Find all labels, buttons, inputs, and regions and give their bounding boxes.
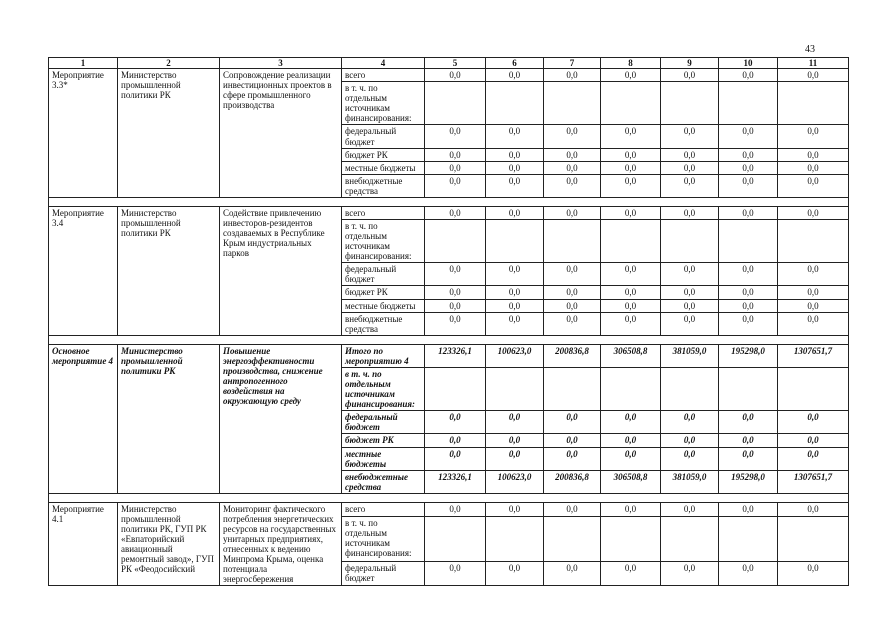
amount-cell: 0,0: [661, 502, 719, 516]
amount-cell: 0,0: [778, 125, 849, 148]
event-description: Мониторинг фактического потребления энергетических ресурсов на государственных унитарных предприятиях, отнесенных к ведению Минпрома Крыма, оценка потенциала энергосбережения: [220, 502, 342, 586]
amount-cell: [601, 82, 661, 125]
amount-cell: 0,0: [601, 206, 661, 219]
table-row: [49, 344, 849, 367]
amount-cell: 0,0: [425, 125, 486, 148]
amount-cell: 0,0: [719, 299, 778, 312]
column-number-row: [49, 58, 849, 69]
amount-cell: 0,0: [544, 411, 601, 434]
column-number-4: 4: [342, 58, 425, 69]
event-description: Содействие привлечению инвесторов-резидентов создаваемых в Республике Крым индустриальных парков: [220, 206, 342, 335]
amount-cell: 0,0: [601, 174, 661, 197]
funding-source: внебюджетные средства: [342, 312, 425, 335]
amount-cell: [778, 516, 849, 562]
column-number-10: 10: [719, 58, 778, 69]
amount-cell: 0,0: [601, 434, 661, 447]
amount-cell: 0,0: [601, 286, 661, 299]
funding-source: внебюджетные средства: [342, 470, 425, 493]
funding-source: в т. ч. по отдельным источникам финансирования:: [342, 516, 425, 562]
amount-cell: 0,0: [778, 206, 849, 219]
amount-cell: [719, 220, 778, 263]
funding-source: местные бюджеты: [342, 299, 425, 312]
column-number-9: 9: [661, 58, 719, 69]
funding-source: всего: [342, 206, 425, 219]
table-row: [49, 69, 849, 82]
amount-cell: 0,0: [719, 161, 778, 174]
amount-cell: [544, 220, 601, 263]
amount-cell: 123326,1: [425, 344, 486, 367]
page-number: 43: [805, 44, 815, 55]
amount-cell: 0,0: [661, 161, 719, 174]
amount-cell: [778, 82, 849, 125]
amount-cell: 0,0: [425, 174, 486, 197]
amount-cell: 0,0: [661, 69, 719, 82]
amount-cell: 0,0: [601, 299, 661, 312]
amount-cell: 0,0: [778, 161, 849, 174]
amount-cell: 0,0: [719, 411, 778, 434]
amount-cell: 0,0: [425, 411, 486, 434]
funding-source: в т. ч. по отдельным источникам финансирования:: [342, 367, 425, 410]
amount-cell: 0,0: [778, 562, 849, 586]
amount-cell: 0,0: [486, 447, 544, 470]
amount-cell: 0,0: [486, 286, 544, 299]
amount-cell: 0,0: [661, 434, 719, 447]
amount-cell: 0,0: [486, 148, 544, 161]
event-name: Основное мероприятие 4: [49, 344, 118, 493]
funding-source: бюджет РК: [342, 434, 425, 447]
amount-cell: 0,0: [661, 299, 719, 312]
amount-cell: 0,0: [661, 411, 719, 434]
amount-cell: 0,0: [719, 174, 778, 197]
amount-cell: 0,0: [544, 69, 601, 82]
column-number-1: 1: [49, 58, 118, 69]
funding-source: федеральный бюджет: [342, 263, 425, 286]
amount-cell: 0,0: [778, 502, 849, 516]
amount-cell: 0,0: [719, 562, 778, 586]
amount-cell: 0,0: [719, 263, 778, 286]
amount-cell: 0,0: [719, 206, 778, 219]
amount-cell: [778, 367, 849, 410]
executor-name: Министерство промышленной политики РК, ГУП РК «Евпаторийский авиационный ремонтный завод», ГУП РК «Феодосийский: [118, 502, 220, 586]
amount-cell: 0,0: [601, 125, 661, 148]
amount-cell: [661, 367, 719, 410]
amount-cell: 0,0: [486, 299, 544, 312]
amount-cell: 0,0: [719, 125, 778, 148]
funding-source: федеральный бюджет: [342, 125, 425, 148]
amount-cell: 0,0: [601, 148, 661, 161]
amount-cell: 0,0: [486, 434, 544, 447]
amount-cell: 0,0: [544, 502, 601, 516]
funding-source: местные бюджеты: [342, 161, 425, 174]
amount-cell: 0,0: [778, 434, 849, 447]
funding-source: федеральный бюджет: [342, 562, 425, 586]
block-separator: [49, 493, 849, 502]
amount-cell: [486, 82, 544, 125]
funding-source: местные бюджеты: [342, 447, 425, 470]
block-separator: [49, 197, 849, 206]
event-name: Мероприятие 3.4: [49, 206, 118, 335]
amount-cell: 306508,8: [601, 470, 661, 493]
amount-cell: 0,0: [719, 69, 778, 82]
executor-name: Министерство промышленной политики РК: [118, 206, 220, 335]
amount-cell: 0,0: [486, 161, 544, 174]
amount-cell: [661, 516, 719, 562]
block-separator: [49, 335, 849, 344]
funding-source: федеральный бюджет: [342, 411, 425, 434]
amount-cell: 0,0: [486, 174, 544, 197]
amount-cell: 381059,0: [661, 470, 719, 493]
funding-source: в т. ч. по отдельным источникам финансирования:: [342, 82, 425, 125]
amount-cell: 0,0: [544, 148, 601, 161]
amount-cell: [778, 220, 849, 263]
amount-cell: [601, 516, 661, 562]
amount-cell: 0,0: [661, 125, 719, 148]
amount-cell: 0,0: [486, 502, 544, 516]
amount-cell: [544, 516, 601, 562]
amount-cell: 0,0: [601, 502, 661, 516]
amount-cell: [486, 367, 544, 410]
funding-source: внебюджетные средства: [342, 174, 425, 197]
amount-cell: 0,0: [778, 148, 849, 161]
column-number-7: 7: [544, 58, 601, 69]
amount-cell: 100623,0: [486, 470, 544, 493]
amount-cell: 381059,0: [661, 344, 719, 367]
amount-cell: 0,0: [425, 299, 486, 312]
funding-source: в т. ч. по отдельным источникам финансирования:: [342, 220, 425, 263]
amount-cell: 0,0: [661, 174, 719, 197]
amount-cell: 0,0: [778, 447, 849, 470]
amount-cell: 0,0: [544, 562, 601, 586]
amount-cell: 0,0: [661, 263, 719, 286]
amount-cell: 0,0: [719, 312, 778, 335]
amount-cell: 0,0: [486, 206, 544, 219]
event-description: Повышение энергоэффективности производства, снижение антропогенного воздействия на окружающую среду: [220, 344, 342, 493]
executor-name: Министерство промышленной политики РК: [118, 344, 220, 493]
amount-cell: 0,0: [544, 206, 601, 219]
amount-cell: 0,0: [544, 312, 601, 335]
amount-cell: 0,0: [661, 148, 719, 161]
amount-cell: 0,0: [486, 411, 544, 434]
amount-cell: 0,0: [425, 312, 486, 335]
amount-cell: 0,0: [601, 562, 661, 586]
amount-cell: [486, 516, 544, 562]
amount-cell: 0,0: [719, 286, 778, 299]
amount-cell: 0,0: [425, 69, 486, 82]
amount-cell: [544, 82, 601, 125]
amount-cell: [719, 367, 778, 410]
amount-cell: 0,0: [544, 161, 601, 174]
amount-cell: 0,0: [778, 312, 849, 335]
funding-table: [48, 57, 849, 586]
amount-cell: 0,0: [544, 125, 601, 148]
amount-cell: [425, 367, 486, 410]
amount-cell: 0,0: [601, 161, 661, 174]
amount-cell: 0,0: [425, 263, 486, 286]
amount-cell: 0,0: [661, 447, 719, 470]
column-number-11: 11: [778, 58, 849, 69]
amount-cell: 0,0: [486, 263, 544, 286]
column-number-8: 8: [601, 58, 661, 69]
amount-cell: [719, 82, 778, 125]
amount-cell: 0,0: [601, 411, 661, 434]
amount-cell: [601, 367, 661, 410]
amount-cell: [544, 367, 601, 410]
amount-cell: 0,0: [544, 286, 601, 299]
amount-cell: 195298,0: [719, 344, 778, 367]
amount-cell: 0,0: [778, 174, 849, 197]
funding-source: бюджет РК: [342, 286, 425, 299]
column-number-5: 5: [425, 58, 486, 69]
table-row: [49, 502, 849, 516]
amount-cell: 0,0: [661, 312, 719, 335]
amount-cell: 1307651,7: [778, 470, 849, 493]
amount-cell: 0,0: [778, 411, 849, 434]
amount-cell: 0,0: [719, 502, 778, 516]
executor-name: Министерство промышленной политики РК: [118, 69, 220, 198]
amount-cell: [425, 220, 486, 263]
amount-cell: 0,0: [544, 434, 601, 447]
amount-cell: 1307651,7: [778, 344, 849, 367]
column-number-3: 3: [220, 58, 342, 69]
amount-cell: 0,0: [719, 434, 778, 447]
funding-source: всего: [342, 502, 425, 516]
amount-cell: 123326,1: [425, 470, 486, 493]
amount-cell: 0,0: [425, 434, 486, 447]
amount-cell: 306508,8: [601, 344, 661, 367]
amount-cell: 0,0: [486, 125, 544, 148]
amount-cell: 0,0: [544, 447, 601, 470]
amount-cell: 0,0: [425, 206, 486, 219]
funding-source: всего: [342, 69, 425, 82]
table-row: [49, 206, 849, 219]
amount-cell: 0,0: [425, 148, 486, 161]
amount-cell: 200836,8: [544, 344, 601, 367]
amount-cell: [601, 220, 661, 263]
amount-cell: [425, 82, 486, 125]
amount-cell: 0,0: [544, 299, 601, 312]
column-number-2: 2: [118, 58, 220, 69]
amount-cell: 0,0: [719, 148, 778, 161]
funding-source: Итого по мероприятию 4: [342, 344, 425, 367]
amount-cell: 195298,0: [719, 470, 778, 493]
event-name: Мероприятие 3.3*: [49, 69, 118, 198]
amount-cell: 0,0: [425, 447, 486, 470]
amount-cell: [661, 82, 719, 125]
amount-cell: 0,0: [601, 69, 661, 82]
amount-cell: 0,0: [601, 312, 661, 335]
amount-cell: 0,0: [486, 69, 544, 82]
amount-cell: [486, 220, 544, 263]
column-number-6: 6: [486, 58, 544, 69]
amount-cell: 0,0: [778, 263, 849, 286]
amount-cell: 0,0: [601, 447, 661, 470]
amount-cell: 0,0: [486, 312, 544, 335]
amount-cell: 0,0: [425, 562, 486, 586]
amount-cell: [425, 516, 486, 562]
amount-cell: [661, 220, 719, 263]
amount-cell: 0,0: [425, 161, 486, 174]
amount-cell: 0,0: [778, 286, 849, 299]
amount-cell: 200836,8: [544, 470, 601, 493]
amount-cell: 0,0: [425, 286, 486, 299]
amount-cell: [719, 516, 778, 562]
amount-cell: 0,0: [544, 263, 601, 286]
amount-cell: 0,0: [601, 263, 661, 286]
amount-cell: 0,0: [719, 447, 778, 470]
amount-cell: 0,0: [661, 206, 719, 219]
amount-cell: 0,0: [778, 69, 849, 82]
funding-source: бюджет РК: [342, 148, 425, 161]
amount-cell: 0,0: [661, 562, 719, 586]
amount-cell: 0,0: [544, 174, 601, 197]
amount-cell: 0,0: [778, 299, 849, 312]
amount-cell: 0,0: [661, 286, 719, 299]
amount-cell: 0,0: [486, 562, 544, 586]
event-description: Сопровождение реализации инвестиционных проектов в сфере промышленного производства: [220, 69, 342, 198]
amount-cell: 0,0: [425, 502, 486, 516]
amount-cell: 100623,0: [486, 344, 544, 367]
event-name: Мероприятие 4.1: [49, 502, 118, 586]
